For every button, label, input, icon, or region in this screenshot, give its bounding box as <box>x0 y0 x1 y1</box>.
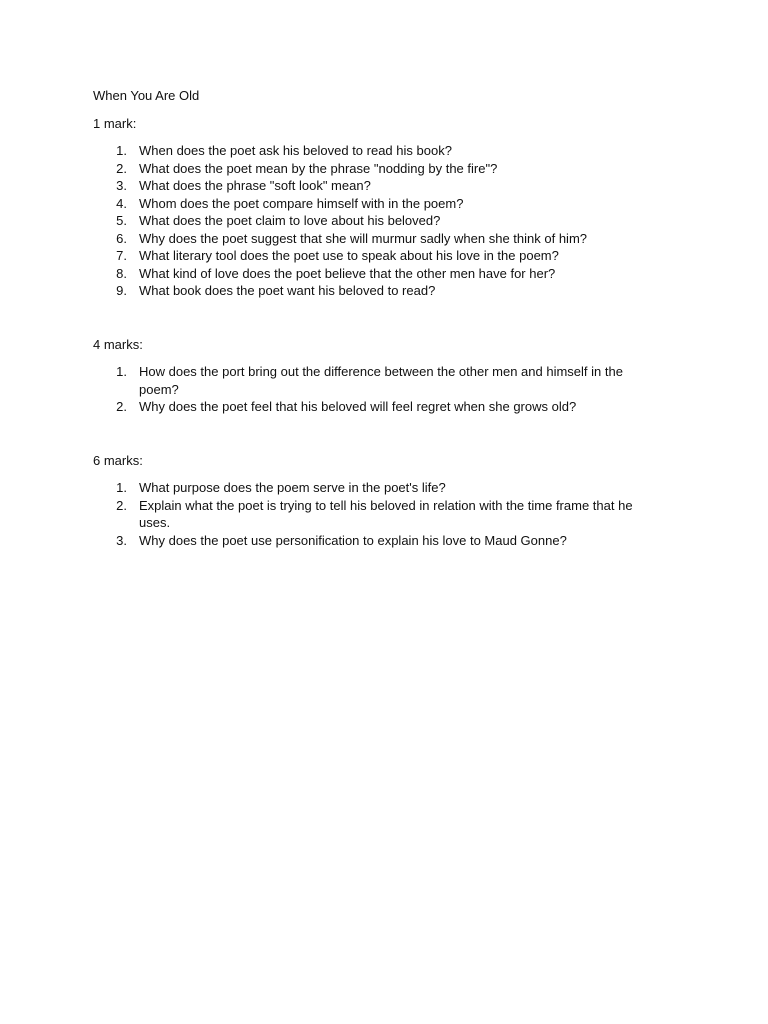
document-body <box>93 87 653 549</box>
list-item <box>93 212 653 230</box>
section-spacer <box>93 300 653 336</box>
list-item <box>93 177 653 195</box>
list-item <box>93 479 653 497</box>
list-number: 7. <box>116 248 127 263</box>
list-item <box>93 398 653 416</box>
list-item <box>93 247 653 265</box>
question-text: When does the poet ask his beloved to read his book? <box>139 143 452 158</box>
question-text: What does the poet mean by the phrase "nodding by the fire"? <box>139 160 498 176</box>
list-number: 5. <box>116 213 127 228</box>
question-text: Explain what the poet is trying to tell his beloved in relation with the time frame that he uses. <box>139 497 633 530</box>
question-text: What purpose does the poem serve in the poet's life? <box>139 480 446 495</box>
question-text: What kind of love does the poet believe that the other men have for her? <box>139 265 556 281</box>
document-title: When You Are Old <box>93 88 200 103</box>
list-number: 1. <box>116 480 127 495</box>
question-list-6-marks <box>93 479 653 549</box>
list-number: 2. <box>116 399 127 414</box>
list-item <box>93 160 653 178</box>
list-item <box>93 363 653 398</box>
question-text: What does the poet claim to love about his beloved? <box>139 213 441 228</box>
question-text: What does the phrase "soft look" mean? <box>139 178 371 193</box>
list-item <box>93 497 653 532</box>
list-item <box>93 230 653 248</box>
list-item <box>93 282 653 300</box>
list-number: 9. <box>116 283 127 298</box>
section-spacer <box>93 416 653 452</box>
list-number: 2. <box>116 160 127 176</box>
question-text: What book does the poet want his beloved to read? <box>139 283 436 298</box>
question-text: Why does the poet use personification to explain his love to Maud Gonne? <box>139 532 567 548</box>
section-heading-4-marks: 4 marks: <box>93 336 143 352</box>
question-text: Why does the poet suggest that she will murmur sadly when she think of him? <box>139 230 587 246</box>
list-number: 1. <box>116 364 127 379</box>
question-text: Whom does the poet compare himself with in the poem? <box>139 195 464 211</box>
list-item <box>93 532 653 550</box>
list-number: 3. <box>116 178 127 193</box>
section-heading-1-mark: 1 mark: <box>93 115 137 131</box>
list-number: 8. <box>116 265 127 281</box>
list-item <box>93 142 653 160</box>
list-number: 4. <box>116 195 127 211</box>
list-number: 3. <box>116 532 127 548</box>
question-text: What literary tool does the poet use to speak about his love in the poem? <box>139 248 559 263</box>
list-number: 1. <box>116 143 127 158</box>
list-number: 6. <box>116 230 127 246</box>
section-heading-6-marks: 6 marks: <box>93 452 143 468</box>
question-list-4-marks <box>93 363 653 416</box>
list-item <box>93 195 653 213</box>
question-list-1-mark <box>93 142 653 300</box>
list-number: 2. <box>116 497 127 513</box>
question-text: Why does the poet feel that his beloved will feel regret when she grows old? <box>139 399 577 414</box>
question-text: How does the port bring out the difference between the other men and himself in the poem? <box>139 364 623 397</box>
list-item <box>93 265 653 283</box>
